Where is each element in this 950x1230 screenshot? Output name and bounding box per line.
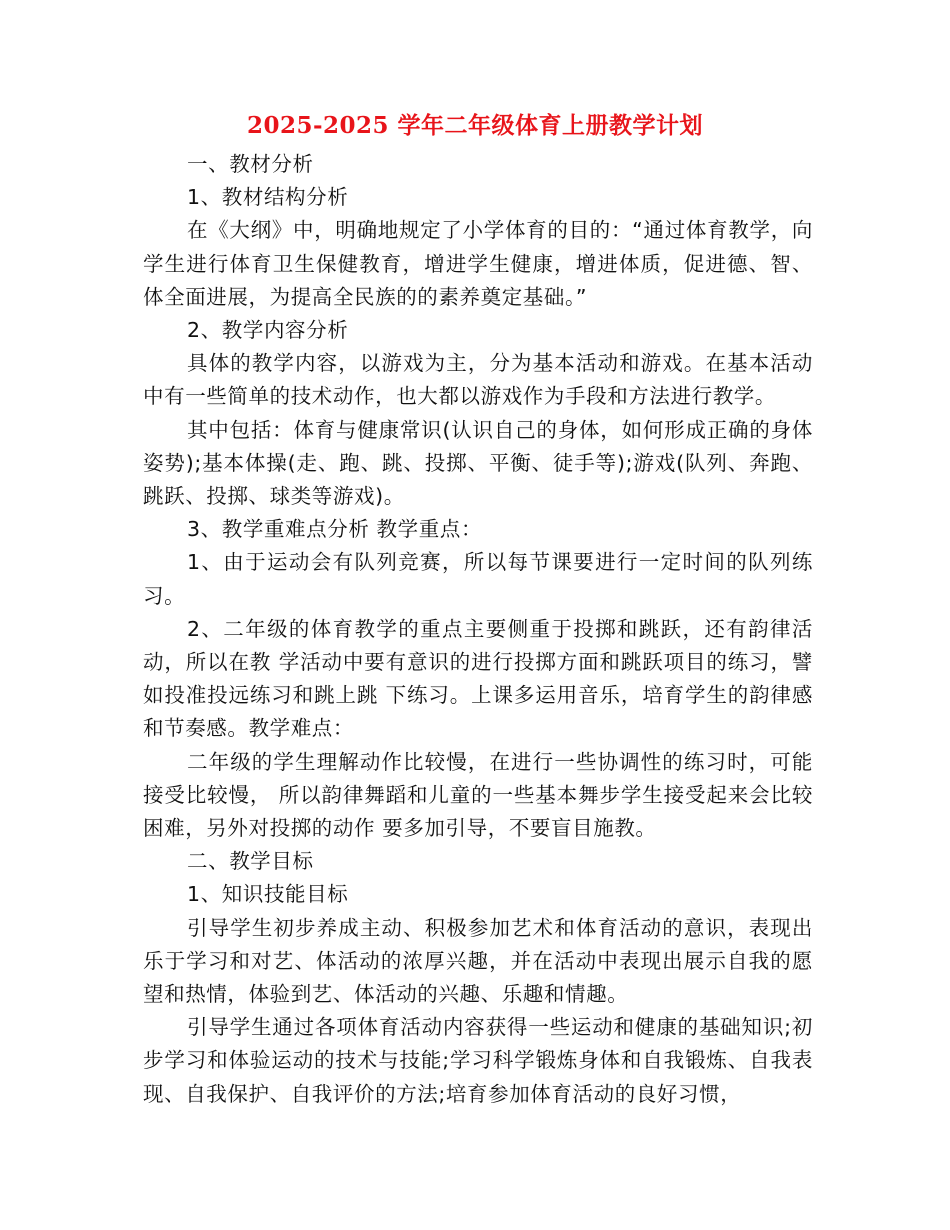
subsection-heading: 2、教学内容分析 <box>187 318 349 343</box>
subsection-heading: 1、教材结构分析 <box>187 185 349 210</box>
document-title: 2025-2025 学年二年级体育上册教学计划 <box>246 112 704 139</box>
paragraph: 具体的教学内容，以游戏为主，分为基本活动和游戏。在基本活动中有一些简单的技术动作，也大都以游戏作为手段和方法进行教学。 <box>143 351 813 409</box>
section-heading: 二、教学目标 <box>187 849 314 874</box>
paragraph: 引导学生初步养成主动、积极参加艺术和体育活动的意识，表现出乐于学习和对艺、体活动的浓厚兴趣，并在活动中表现出展示自我的愿望和热情，体验到艺、体活动的兴趣、乐趣和情趣。 <box>143 915 813 1007</box>
document-body <box>143 148 813 1111</box>
paragraph: 引导学生通过各项体育活动内容获得一些运动和健康的基础知识;初步学习和体验运动的技术与技能;学习科学锻炼身体和自我锻炼、自我表现、自我保护、自我评价的方法;培育参加体育活动的良好习惯， <box>143 1015 813 1106</box>
paragraph: 在《大纲》中，明确地规定了小学体育的目的：“通过体育教学，向学生进行体育卫生保健教育，增进学生健康，增进体质，促进德、智、体全面进展，为提高全民族的的素养奠定基础。” <box>143 218 813 309</box>
paragraph: 1、由于运动会有队列竞赛，所以每节课要进行一定时间的队列练习。 <box>143 550 813 608</box>
paragraph: 二年级的学生理解动作比较慢，在进行一些协调性的练习时，可能接受比较慢， 所以韵律舞蹈和儿童的一些基本舞步学生接受起来会比较困难，另外对投掷的动作 要多加引导，不要盲目施教。 <box>143 749 813 841</box>
section-heading: 一、教材分析 <box>187 152 314 176</box>
paragraph: 其中包括：体育与健康常识(认识自己的身体，如何形成正确的身体姿势);基本体操(走、跑、跳、投掷、平衡、徒手等);游戏(队列、奔跑、跳跃、投掷、球类等游戏)。 <box>143 417 813 509</box>
subsection-heading: 1、知识技能目标 <box>187 882 349 907</box>
subsection-heading: 3、教学重难点分析 教学重点： <box>187 517 483 542</box>
paragraph: 2、二年级的体育教学的重点主要侧重于投掷和跳跃，还有韵律活动，所以在教 学活动中要有意识的进行投掷方面和跳跃项目的练习，譬如投准投远练习和跳上跳 下练习。上课多运用音乐，培育学生的韵律感和节奏感。教学难点： <box>143 616 813 741</box>
